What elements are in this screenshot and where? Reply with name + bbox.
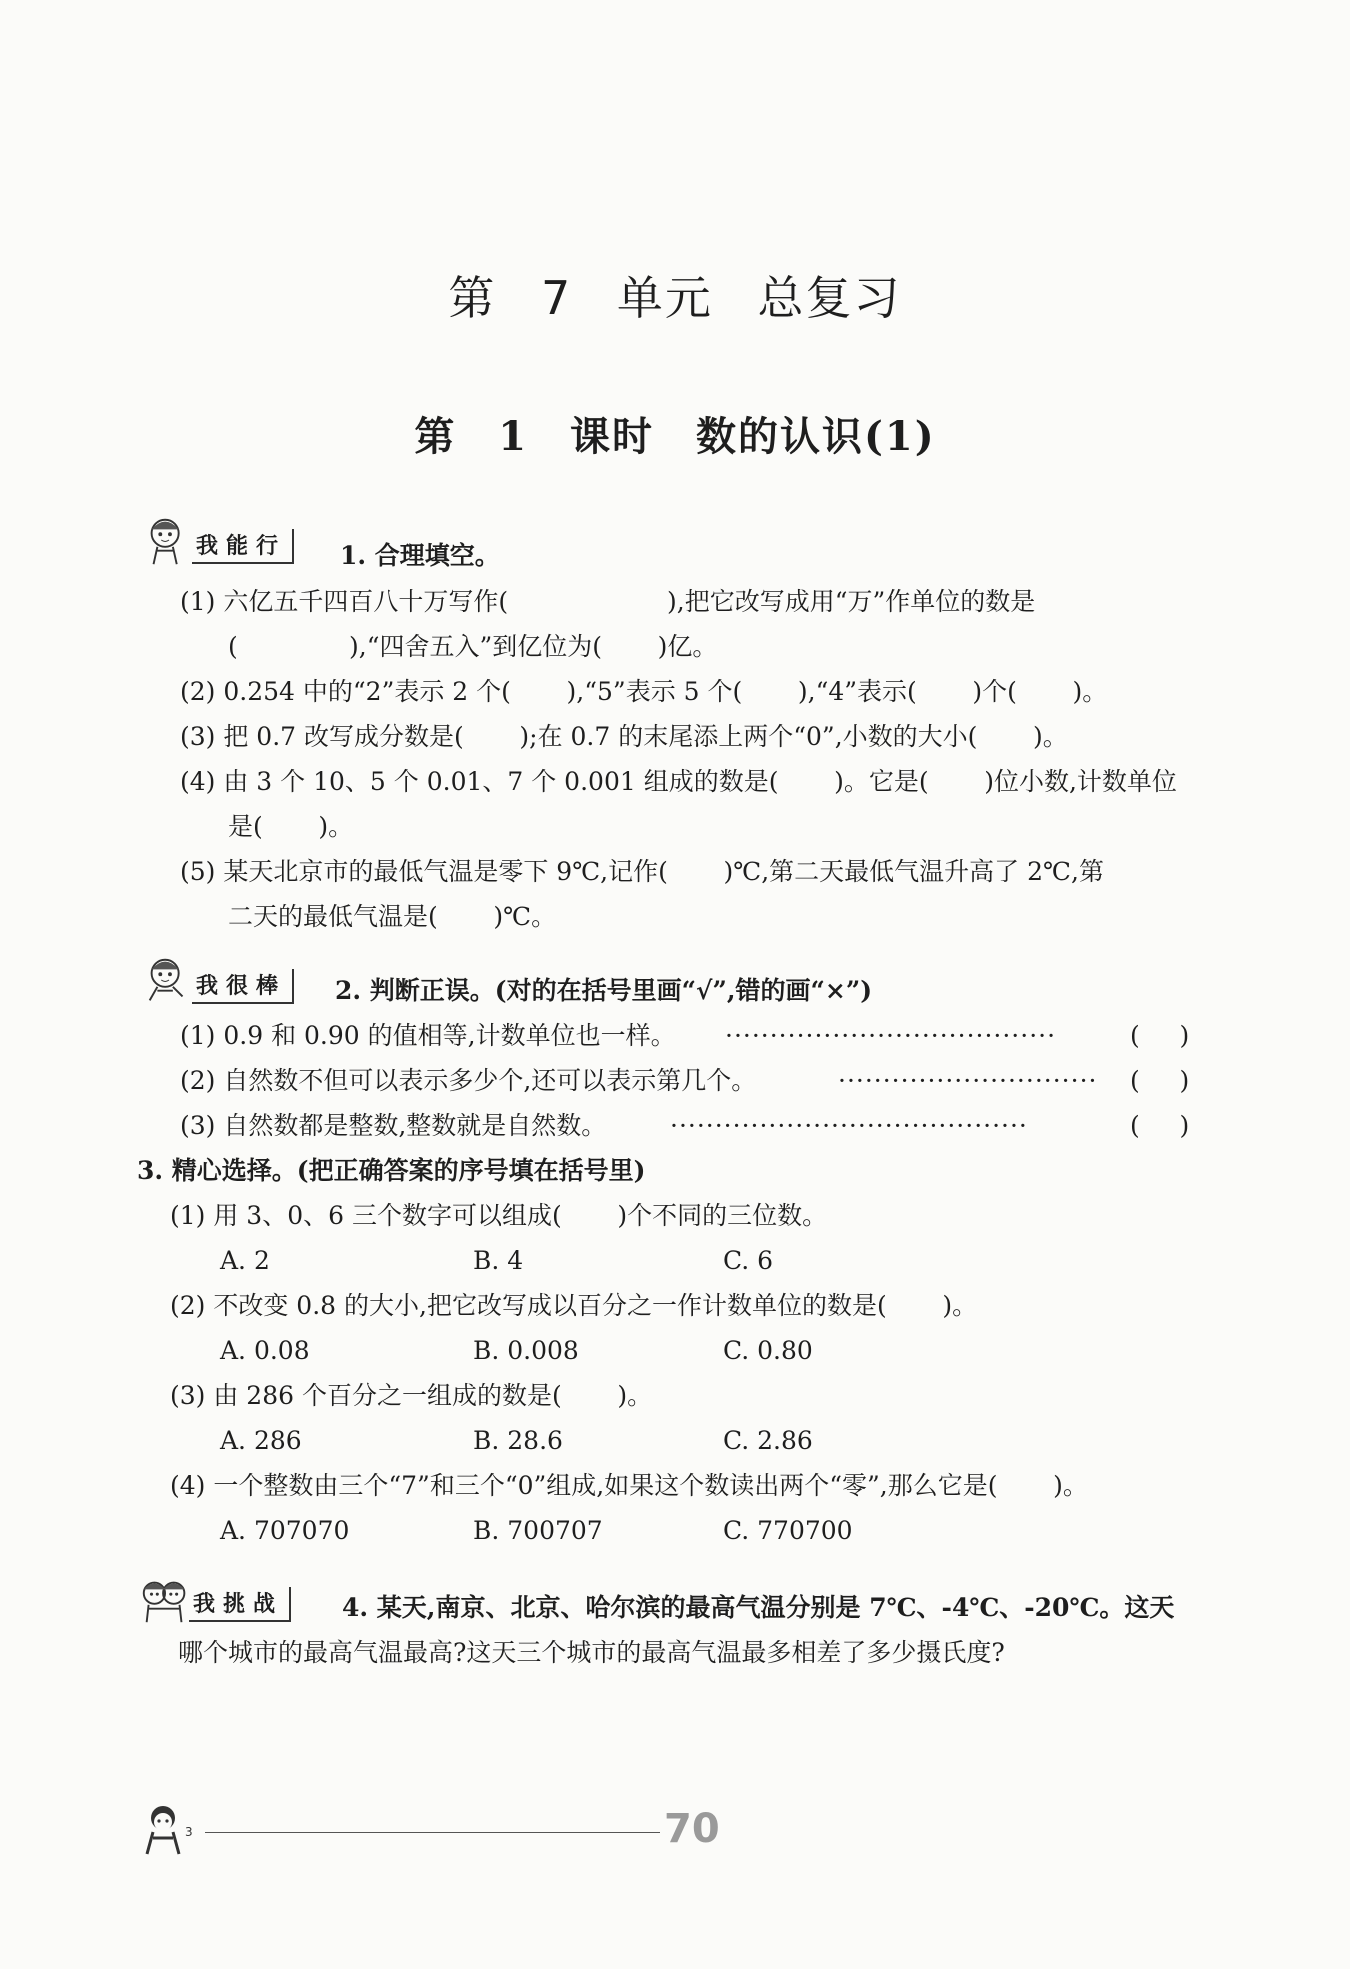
q2-item-1 <box>180 1020 676 1052</box>
q4-line-1 <box>342 1592 1174 1624</box>
girl-mascot-icon <box>140 952 198 1010</box>
q1-heading <box>340 540 500 572</box>
q3-s2-option-a: A. 0.08 <box>220 1336 310 1365</box>
lesson-title: 第 1 课时 数的认识(1) <box>414 413 936 460</box>
badge-label: 我能行 <box>192 529 294 564</box>
q1-line-1: (1) 六亿五千四百八十万写作( ),把它改写成用“万”作单位的数是 <box>180 587 1036 616</box>
q4-line-2: 哪个城市的最高气温最高?这天三个城市的最高气温最多相差了多少摄氏度? <box>178 1638 1005 1667</box>
q2-item-2-text: (2) 自然数不但可以表示多少个,还可以表示第几个。 <box>180 1066 757 1095</box>
q4-text-1: 4. 某天,南京、北京、哈尔滨的最高气温分别是 7℃、-4℃、-20℃。这天 <box>342 1593 1175 1622</box>
badge-wo-hen-bang <box>140 952 294 1010</box>
q3-s2-option-b: B. 0.008 <box>473 1336 579 1365</box>
q3-s4-option-c: C. 770700 <box>723 1516 853 1545</box>
badge-label: 我很棒 <box>192 969 294 1004</box>
q3-s1-option-a: A. 2 <box>220 1246 270 1275</box>
q3-heading <box>137 1155 645 1187</box>
leader-dots: ········································ <box>670 1111 1028 1140</box>
q1-line-5: (4) 由 3 个 10、5 个 0.01、7 个 0.001 组成的数是( )。它是( )位小数,计数单位 <box>180 767 1177 796</box>
answer-paren: ( ) <box>1130 1021 1190 1050</box>
q3-s4-option-b: B. 700707 <box>473 1516 603 1545</box>
badge-wo-tiao-zhan <box>137 1570 291 1628</box>
q3-s4-option-a: A. 707070 <box>220 1516 350 1545</box>
q2-item-2 <box>180 1065 756 1097</box>
q1-line-6: 是( )。 <box>228 812 354 841</box>
answer-paren: ( ) <box>1130 1111 1190 1140</box>
kids-mascot-icon <box>137 1570 195 1628</box>
q3-s1-option-c: C. 6 <box>723 1246 774 1275</box>
q1-line-7: (5) 某天北京市的最低气温是零下 9℃,记作( )℃,第二天最低气温升高了 2℃,第 <box>180 857 1104 886</box>
q2-item-1-text: (1) 0.9 和 0.90 的值相等,计数单位也一样。 <box>180 1021 676 1050</box>
answer-paren: ( ) <box>1130 1066 1190 1095</box>
q1-line-8: 二天的最低气温是( )℃。 <box>228 902 557 931</box>
q2-item-3-text: (3) 自然数都是整数,整数就是自然数。 <box>180 1111 607 1140</box>
badge-wo-neng-xing <box>140 512 294 570</box>
q3-s3-option-c: C. 2.86 <box>723 1426 813 1455</box>
q2-heading <box>335 975 872 1007</box>
unit-title: 第 7 单元 总复习 <box>448 271 902 325</box>
q3-sub-2: (2) 不改变 0.8 的大小,把它改写成以百分之一作计数单位的数是( )。 <box>170 1291 978 1320</box>
q1-line-2: ( ),“四舍五入”到亿位为( )亿。 <box>228 632 718 661</box>
q3-s3-option-b: B. 28.6 <box>473 1426 563 1455</box>
q1-head-text: 1. 合理填空。 <box>340 541 500 570</box>
foot-mark: 3 <box>185 1825 193 1839</box>
footer-mascot-icon <box>137 1798 199 1860</box>
q1-line-3: (2) 0.254 中的“2”表示 2 个( ),“5”表示 5 个( ),“4”表示( )个( )。 <box>180 677 1108 706</box>
q3-s1-option-b: B. 4 <box>473 1246 524 1275</box>
footer-rule <box>205 1832 660 1833</box>
q2-head-text: 2. 判断正误。(对的在括号里画“√”,错的画“×”) <box>335 976 873 1005</box>
q1-line-4: (3) 把 0.7 改写成分数是( );在 0.7 的末尾添上两个“0”,小数的大小( )。 <box>180 722 1068 751</box>
page-number: 70 <box>664 1806 720 1852</box>
badge-label: 我挑战 <box>189 1587 291 1622</box>
q3-sub-1: (1) 用 3、0、6 三个数字可以组成( )个不同的三位数。 <box>170 1201 828 1230</box>
q3-head-text: 3. 精心选择。(把正确答案的序号填在括号里) <box>137 1156 646 1185</box>
leader-dots: ····························· <box>838 1066 1098 1095</box>
girl-mascot-icon <box>140 512 198 570</box>
q2-item-3 <box>180 1110 606 1142</box>
q3-s2-option-c: C. 0.80 <box>723 1336 813 1365</box>
q3-sub-4: (4) 一个整数由三个“7”和三个“0”组成,如果这个数读出两个“零”,那么它是( )。 <box>170 1471 1088 1500</box>
q3-s3-option-a: A. 286 <box>220 1426 302 1455</box>
leader-dots: ····································· <box>725 1021 1057 1050</box>
q3-sub-3: (3) 由 286 个百分之一组成的数是( )。 <box>170 1381 653 1410</box>
